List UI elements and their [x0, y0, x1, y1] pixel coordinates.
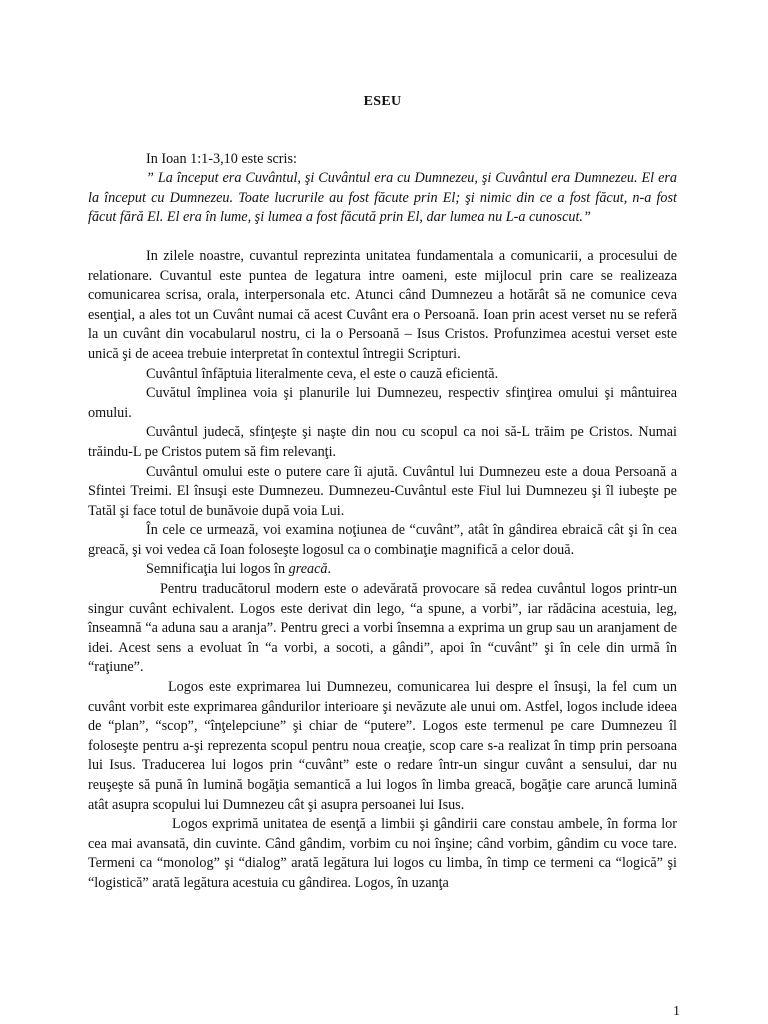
paragraph-2: Cuvântul înfăptuia literalmente ceva, el este o cauză eficientă. — [146, 365, 499, 382]
paragraph-5: Cuvântul omului este o putere care îi ajută. Cuvântul lui Dumnezeu este a doua Persoană a Sfintei Treimi. El însuşi este Dumnezeu. Dumnezeu-Cuvântul este Fiul lui Dumnezeu şi îl iubeşte pe Tatăl şi face totul de bunăvoie după voia Lui. — [88, 463, 677, 519]
intro-line: In Ioan 1:1-3,10 este scris: — [146, 150, 297, 167]
paragraph-4: Cuvântul judecă, sfinţeşte şi naşte din nou cu scopul ca noi să-L trăim pe Cristos. Numai trăindu-L pe Cristos putem să fim relevanţi. — [88, 424, 677, 460]
paragraph-7: Pentru traducătorul modern este o adevărată provocare să redea cuvântul logos printr-un singur cuvânt echivalent. Logos este derivat din lego, “a spune, a vorbi”, iar rădăcina acestuia, leg, înseamnă “a aduna sau a aranja”. Pentru greci a vorbi însemna a exprima un grup sau un aranjament de idei. Acest sens a evoluat în “a vorbi, a socoti, a gândi”, apoi în “cuvânt” şi în cele din urmă în “raţiune”. — [88, 581, 677, 676]
paragraph-3: Cuvătul împlinea voia şi planurile lui Dumnezeu, respectiv sfinţirea omului şi mântuirea omului. — [88, 385, 677, 421]
scripture-quote: ” La început era Cuvântul, şi Cuvântul era cu Dumnezeu, şi Cuvântul era Dumnezeu. El era la început cu Dumnezeu. Toate lucrurile au fost făcute prin El; şi nimic din ce a fost făcut, n-a fost făcut fără El. El era în lume, şi lumea a fost făcută prin El, dar lumea nu L-a cunoscut.” — [88, 170, 677, 226]
paragraph-6: În cele ce urmează, voi examina noţiunea de “cuvânt”, atât în gândirea ebraică cât şi în cea greacă, şi voi vedea că Ioan foloseşte logosul ca o combinaţie magnifică a celor două. — [88, 522, 677, 558]
heading-suffix: . — [327, 561, 332, 578]
section-heading-logos-greek — [88, 560, 677, 580]
paragraph-1: In zilele noastre, cuvantul reprezinta unitatea fundamentala a comunicarii, a procesului de relationare. Cuvantul este puntea de legatura intre oameni, este mijlocul prin care se realizeaza comunicarea scrisa, orala, interpersonala etc. Atunci când Dumnezeu a hotărât să ne comunice ceva esenţial, a ales tot un Cuvânt numai că acest Cuvânt era o Persoană. Ioan prin acest verset nu se referă la un cuvânt din vocabularul nostru, ci la o Persoană – Isus Cristos. Profunzimea acestui verset este unică şi de aceea trebuie interpretat în contextul întregii Scripturi. — [88, 247, 677, 362]
heading-italic-word: greacă — [288, 561, 328, 578]
page-number: 1 — [673, 1004, 680, 1019]
document-body — [88, 92, 677, 894]
heading-prefix: Semnificaţia lui logos în — [146, 561, 289, 578]
paragraph-9: Logos exprimă unitatea de esenţă a limbii şi gândirii care constau ambele, în forma lor cea mai avansată, din cuvinte. Când gândim, vorbim cu noi înşine; când vorbim, gândim cu voce tare. Termeni ca “monolog” şi “dialog” arată legătura lui logos cu limba, în timp ce termeni ca “logică” şi “logistică” arată legătura acestuia cu gândirea. Logos, în uzanţa — [88, 816, 677, 891]
paragraph-8: Logos este exprimarea lui Dumnezeu, comunicarea lui despre el însuşi, la fel cum un cuvânt vorbit este exprimarea gândurilor interioare şi nevăzute ale unui om. Astfel, logos include ideea de “plan”, “scop”, “înţelepciune” şi chiar de “putere”. Logos este termenul pe care Dumnezeu îl foloseşte pentru a-şi reprezenta scopul pentru noua creaţie, scop care s-a realizat în timp prin persoana lui Isus. Traducerea lui logos prin “cuvânt” este o redare într-un singur cuvânt a sensului, dar nu reuşeşte să pună în lumină bogăţia semantică a lui logos în limba greacă, bogăţie care aruncă lumină atât asupra scopului lui Dumnezeu cât şi asupra persoanei lui Isus. — [88, 679, 677, 813]
document-title: ESEU — [363, 94, 402, 109]
